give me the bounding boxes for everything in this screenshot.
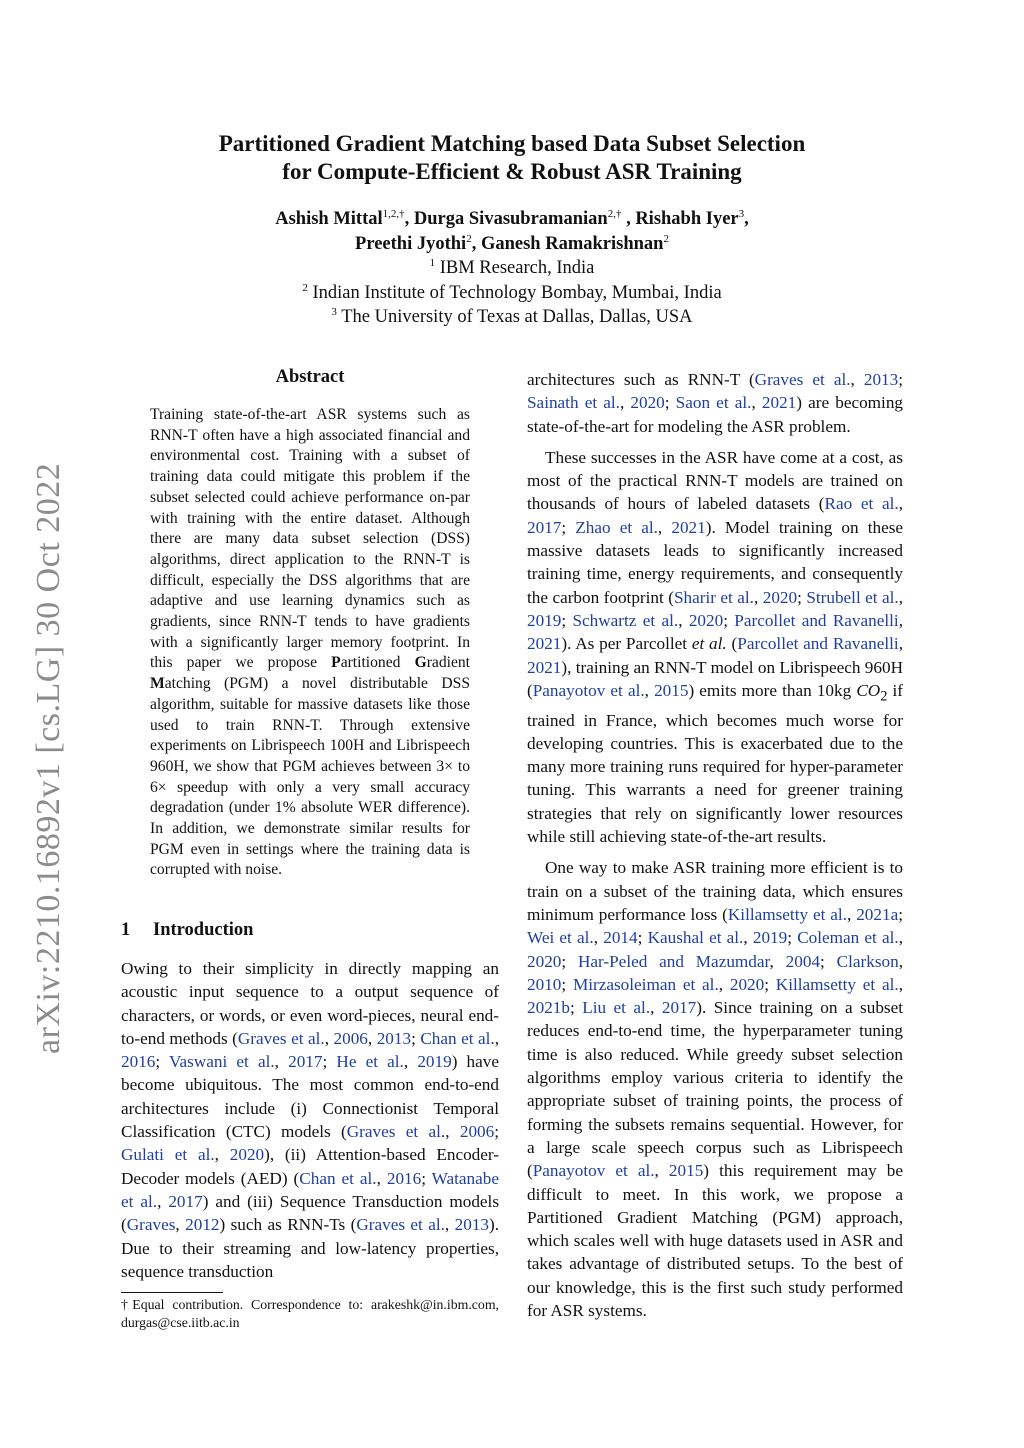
citation-link[interactable]: 2016 (121, 1052, 156, 1072)
citation-link[interactable]: Graves et al. (754, 370, 851, 389)
affiliation: $^2$ Indian Institute of Technology Bombay, Mumbai, India (302, 281, 722, 303)
author-name: Rishabh Iyer (635, 209, 739, 229)
citation-link[interactable]: 2021 (527, 657, 562, 677)
citation-link[interactable]: Chan et al. (299, 1168, 377, 1188)
citation-link[interactable]: Vaswani et al. (169, 1052, 275, 1072)
citation-link[interactable]: Schwartz et al. (572, 610, 679, 630)
section-title: Introduction (153, 920, 254, 940)
citation-link[interactable]: 2006 (333, 1028, 368, 1048)
citation-link[interactable]: 2020 (729, 974, 765, 994)
citation-link[interactable]: Clarkson (836, 951, 899, 971)
citation-link[interactable]: Coleman et al. (797, 928, 899, 948)
author-line-1: Ashish Mittal$^{1,2,\dagger}$, Durga Sivasubramanian$^{2,\dagger}$ , Rishabh Iyer$^3$, (275, 208, 749, 229)
citation-link[interactable]: 2021a (856, 904, 899, 924)
author-name: Ashish Mittal (275, 209, 383, 229)
citation-link[interactable]: 2017 (527, 517, 562, 537)
citation-link[interactable]: Zhao et al. (575, 517, 658, 537)
intro-paragraph-1: Owing to their simplicity in directly mapping an acoustic input sequence to a output sequence of characters, or words, or even word-pieces, neural end-to-end methods (Graves et al., 2006, 2013; Chan et al., 2016; Vaswani et al., 2017; He et al., 2019) have become ubiquitous. The most common end-to-end architectures include (i) Connectionist Temporal Classification (CTC) models (Graves et al., 2006; Gulati et al., 2020), (ii) Attention-based Encoder-Decoder models (AED) (Chan et al., 2016; Watanabe et al., 2017) and (iii) Sequence Transduction models (Graves, 2012) such as RNN-Ts (Graves et al., 2013). Due to their streaming and low-latency properties, sequence transduction (121, 959, 500, 1281)
author-line-2: Preethi Jyothi$^2$, Ganesh Ramakrishnan$^2$ (355, 233, 669, 254)
section-number: 1 (121, 920, 131, 940)
citation-link[interactable]: 2012 (185, 1215, 220, 1235)
author-affil-mark: 2 (663, 233, 669, 245)
citation-link[interactable]: 2013 (376, 1028, 412, 1048)
citation-link[interactable]: 2021 (527, 634, 562, 654)
affiliation-list (0, 256, 1024, 330)
citation-link[interactable]: Saon et al. (675, 393, 752, 413)
citation-link[interactable]: 2010 (527, 974, 562, 994)
abstract-paragraph: Training state-of-the-art ASR systems such as RNN-T often have a high associated financial and environmental cost. Training with a subset of training data could mitigate this problem if the subset selected could achieve performance on-par with training with the entire dataset. Although there are many data subset selection (DSS) algorithms, direct application to the RNN-T is difficult, especially the DSS algorithms that are adaptive and use learning dynamics such as gradients, since RNN-T tends to have gradients with a significantly larger memory footprint. In this paper we propose Partitioned Gradient Matching (PGM) a novel distributable DSS algorithm, suitable for massive datasets like those used to train RNN-T. Through extensive experiments on Librispeech 100H and Librispeech 960H, we show that PGM achieves between 3× to 6× speedup with only a very small accuracy degradation (under 1% absolute WER difference). In addition, we demonstrate similar results for PGM even in settings where the training data is corrupted with noise. (150, 406, 470, 879)
citation-link[interactable]: 2020 (630, 393, 665, 413)
citation-link[interactable]: Watanabe et al. (121, 1168, 499, 1211)
citation-link[interactable]: 2020 (688, 610, 724, 630)
citation-link[interactable]: 2004 (785, 951, 821, 971)
citation-link[interactable]: 2021b (527, 998, 570, 1018)
citation-link[interactable]: Killamsetty et al. (775, 974, 899, 994)
citation-link[interactable]: 2017 (288, 1052, 323, 1072)
citation-link[interactable]: Graves et al. (346, 1122, 446, 1142)
citation-link[interactable]: 2019 (527, 610, 562, 630)
citation-link[interactable]: Sainath et al. (527, 393, 620, 413)
citation-link[interactable]: Parcollet and Ravanelli (734, 610, 899, 630)
citation-link[interactable]: Panayotov et al. (532, 1161, 655, 1181)
citation-link[interactable]: 2019 (752, 928, 788, 948)
citation-link[interactable]: 2013 (454, 1215, 489, 1235)
right-paragraph-2: These successes in the ASR have come at a cost, as most of the practical RNN-T models are trained on thousands of hours of labeled datasets (Rao et al., 2017; Zhao et al., 2021). Model training on these massive datasets leads to significantly increased training time, energy requirements, and consequently the carbon footprint (Sharir et al., 2020; Strubell et al., 2019; Schwartz et al., 2020; Parcollet and Ravanelli, 2021). As per Parcollet et al. (Parcollet and Ravanelli, 2021), training an RNN-T model on Librispeech 960H (Panayotov et al., 2015) emits more than 10kg $CO_2$ if trained in France, which becomes much worse for developing countries. This is exacerbated due to the many more training runs required for hyper-parameter tuning. This warrants a need for greener training strategies that rely on significantly lower resources while still achieving state-of-the-art results. (527, 447, 904, 847)
citation-link[interactable]: 2015 (668, 1161, 704, 1181)
citation-link[interactable]: Graves (126, 1215, 176, 1235)
affiliation: $^1$ IBM Research, India (429, 257, 595, 278)
title-line-2: for Compute-Efficient & Robust ASR Training (282, 159, 742, 184)
citation-link[interactable]: Sharir et al. (673, 587, 754, 607)
author-affil-mark: 3 (738, 208, 745, 220)
citation-link[interactable]: Graves et al. (356, 1215, 445, 1235)
author-name: Preethi Jyothi (355, 234, 467, 254)
author-affil-mark: 2,† (607, 208, 622, 220)
citation-link[interactable]: 2017 (168, 1191, 203, 1211)
citation-link[interactable]: He et al. (336, 1052, 404, 1072)
citation-link[interactable]: 2013 (863, 370, 899, 389)
footnote-text: †Equal contribution. Correspondence to: arakeshk@in.ibm.com, durgas@cse.iitb.ac.in (121, 1297, 499, 1330)
author-affil-mark: 2 (466, 233, 472, 245)
math-co2: CO (856, 680, 881, 700)
citation-link[interactable]: 2017 (661, 998, 697, 1018)
citation-link[interactable]: 2021 (761, 393, 797, 413)
affiliation: $^3$ The University of Texas at Dallas, Dallas, USA (331, 306, 693, 327)
citation-link[interactable]: 2006 (459, 1122, 495, 1142)
right-paragraph-1: architectures such as RNN-T (Graves et al., 2013; Sainath et al., 2020; Saon et al., 2021) are becoming state-of-the-art for modeling the ASR problem. (527, 370, 904, 436)
footnote (121, 1296, 499, 1331)
math-subscript: 2 (880, 688, 888, 705)
emphasis-et-al: et al. (691, 634, 727, 654)
title-line-1: Partitioned Gradient Matching based Data Subset Selection (218, 131, 806, 156)
citation-link[interactable]: Liu et al. (582, 998, 651, 1018)
citation-link[interactable]: 2020 (527, 951, 562, 971)
citation-link[interactable]: 2016 (386, 1168, 422, 1188)
right-paragraph-3: One way to make ASR training more efficient is to train on a subset of the training data, which ensures minimum performance loss (Killamsetty et al., 2021a; Wei et al., 2014; Kaushal et al., 2019; Coleman et al., 2020; Har-Peled and Mazumdar, 2004; Clarkson, 2010; Mirzasoleiman et al., 2020; Killamsetty et al., 2021b; Liu et al., 2017). Since training on a subset reduces end-to-end time, the hyperparameter tuning time is also reduced. While greedy subset selection algorithms employ various criteria to identify the appropriate subset of training points, the process of forming the subsets remains sequential. However, for a large scale speech corpus such as Librispeech (Panayotov et al., 2015) this requirement may be difficult to meet. In this work, we propose a Partitioned Gradient Matching (PGM) approach, which scales well with huge datasets used in ASR and takes advantage of distributed setups. To the best of our knowledge, this is the first such study performed for ASR systems. (527, 858, 904, 1321)
citation-link[interactable]: Panayotov et al. (532, 680, 645, 700)
citation-link[interactable]: Graves et al. (237, 1028, 325, 1048)
section-heading-introduction (121, 920, 253, 941)
paper-title (0, 130, 1024, 186)
introduction-body (121, 957, 499, 1283)
author-list (0, 207, 1024, 257)
citation-link[interactable]: Wei et al. (527, 928, 594, 948)
abstract-body (150, 405, 470, 881)
citation-link[interactable]: 2014 (603, 928, 638, 948)
citation-link[interactable]: 2020 (229, 1145, 265, 1165)
citation-link[interactable]: Parcollet and Ravanelli (737, 634, 899, 654)
author-name: Durga Sivasubramanian (413, 209, 608, 229)
citation-link[interactable]: Kaushal et al. (647, 928, 744, 948)
citation-link[interactable]: Mirzasoleiman et al. (572, 974, 719, 994)
citation-link[interactable]: 2015 (654, 680, 689, 700)
citation-link[interactable]: Gulati et al. (121, 1145, 215, 1165)
citation-link[interactable]: Chan et al. (420, 1028, 495, 1048)
citation-link[interactable]: 2020 (762, 587, 798, 607)
citation-link[interactable]: Har-Peled and Mazumdar (577, 951, 770, 971)
citation-link[interactable]: Strubell et al. (806, 587, 899, 607)
abstract-heading: Abstract (275, 367, 345, 387)
author-name: Ganesh Ramakrishnan (480, 234, 664, 254)
citation-link[interactable]: Killamsetty et al. (727, 904, 847, 924)
right-column (527, 368, 903, 1322)
arxiv-identifier[interactable]: arXiv:2210.16892v1 [cs.LG] 30 Oct 2022 (30, 462, 67, 1054)
citation-link[interactable]: 2021 (671, 517, 706, 537)
footnote-rule (121, 1292, 223, 1293)
citation-link[interactable]: 2019 (417, 1052, 452, 1072)
author-affil-mark: 1,2,† (382, 208, 405, 220)
citation-link[interactable]: Rao et al. (824, 494, 899, 514)
